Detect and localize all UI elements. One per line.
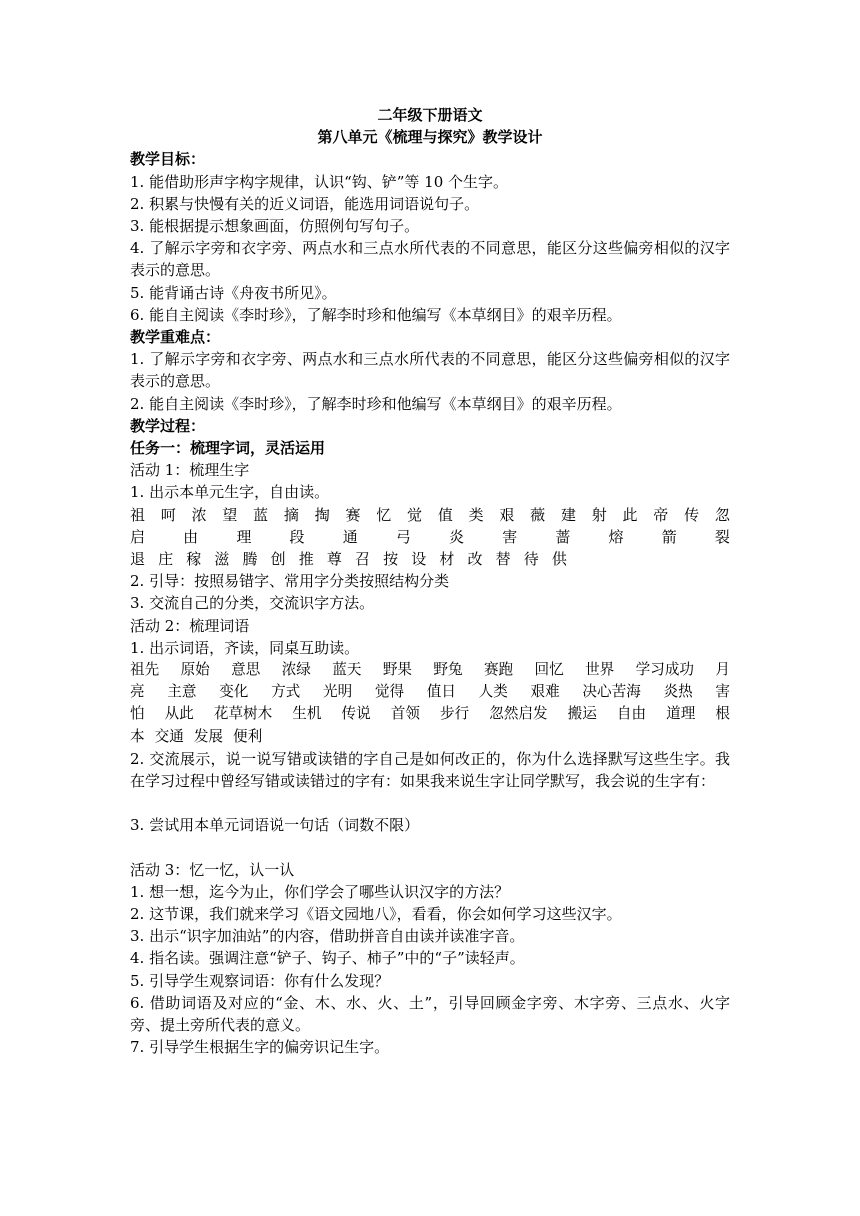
key-point-item: 2. 能自主阅读《李时珍》，了解李时珍和他编写《本草纲目》的艰辛历程。 [130,394,622,413]
word-item: 艰难 [530,683,560,701]
word-item: 方式 [271,683,301,701]
char-item: 赛 [345,505,361,524]
word-item: 传说 [341,705,371,723]
goal-item: 6. 能自主阅读《李时珍》，了解李时珍和他编写《本草纲目》的艰辛历程。 [130,305,622,324]
key-points-heading: 教学重难点： [130,328,221,347]
char-item: 创 [270,550,286,569]
char-item: 艰 [499,505,515,524]
word-row [130,703,730,725]
word-item: 发展 [193,727,224,745]
char-item: 炎 [449,527,465,546]
word-item: 世界 [585,661,615,679]
activity3-step: 3. 出示“识字加油站”的内容，借助拼音自由读并读准字音。 [130,927,525,946]
word-item: 亮 [130,683,145,701]
word-item: 月 [715,661,730,679]
char-item: 祖 [130,505,146,524]
char-item: 建 [560,505,576,524]
char-item: 帝 [653,505,669,524]
activity3-step: 6. 借助词语及对应的“金、木、水、火、土”，引导回顾金字旁、木字旁、三点水、火字旁、提土旁所代表的意义。 [130,993,730,1034]
task1-heading: 任务一：梳理字词，灵活运用 [130,439,326,458]
word-item: 忽然启发 [489,705,548,723]
char-item: 望 [222,505,238,524]
char-item: 蓝 [253,505,269,524]
word-item: 炎热 [663,683,693,701]
goal-item: 4. 了解示字旁和衣字旁、两点水和三点水所代表的不同意思，能区分这些偏旁相似的汉字表示的意思。 [130,239,730,280]
key-point-item: 1. 了解示字旁和衣字旁、两点水和三点水所代表的不同意思，能区分这些偏旁相似的汉字表示的意思。 [130,350,730,391]
word-item: 便利 [233,727,263,745]
char-item: 退 [130,550,146,569]
activity1-step: 1. 出示本单元生字，自由读。 [130,483,330,502]
word-item: 学习成功 [635,661,695,679]
word-item: 根 [715,705,730,723]
char-item: 传 [684,505,700,524]
word-item: 搬运 [567,705,597,723]
goal-item: 2. 积累与快慢有关的近义词语，能选用词语说句子。 [130,194,480,213]
word-item: 自由 [616,705,647,723]
activity1-step: 2. 引导：按照易错字、常用字分类按照结构分类 [130,572,450,591]
activity2-step: 1. 出示词语，齐读，同桌互助读。 [130,638,360,657]
activity2-step: 2. 交流展示，说一说写错或读错的字自己是如何改正的，你为什么选择默写这些生字。我在学习过程中曾经写错或读错过的字有：如果我来说生字让同学默写，我会说的生字有： [130,749,730,791]
word-item: 野果 [382,661,413,679]
word-item: 害 [715,683,730,701]
char-item: 薇 [530,505,546,524]
word-item: 花草树木 [213,705,273,723]
activity3-step: 2. 这节课，我们就来学习《语文园地八》，看看，你会如何学习这些汉字。 [130,904,622,923]
char-item: 待 [523,550,539,569]
goal-item: 3. 能根据提示想象画面，仿照例句写句子。 [130,217,420,236]
word-item: 祖先 [130,661,160,679]
char-item: 弓 [395,527,411,546]
char-item: 箭 [661,527,677,546]
word-item: 决心苦海 [582,683,641,701]
char-row [130,504,730,526]
char-item: 蔷 [555,527,571,546]
activity1-step: 3. 交流自己的分类，交流识字方法。 [130,594,375,613]
char-item: 忽 [714,505,730,524]
char-item: 此 [622,505,638,524]
char-item: 稼 [186,550,202,569]
word-item: 本 [130,727,145,745]
word-item: 觉得 [374,683,405,701]
word-item: 人类 [478,683,508,701]
activity1-heading: 活动 1：梳理生字 [130,461,250,480]
goal-item: 5. 能背诵古诗《舟夜书所见》。 [130,283,337,302]
char-item: 摘 [283,505,299,524]
char-item: 掏 [314,505,330,524]
goal-item: 1. 能借助形声字构字规律，认识“钩、铲”等 10 个生字。 [130,172,509,191]
char-item: 类 [468,505,484,524]
word-item: 赛跑 [483,661,514,679]
word-row [130,681,730,703]
document-title-line1: 二年级下册语文 [377,106,483,124]
char-item: 供 [551,550,567,569]
activity3-step: 7. 引导学生根据生字的偏旁识记生字。 [130,1038,390,1057]
char-item: 推 [298,550,314,569]
document-page [130,104,730,1058]
char-item: 浓 [191,505,207,524]
word-row [130,726,730,748]
char-item: 设 [411,550,427,569]
word-item: 交通 [154,727,184,745]
word-item: 意思 [231,661,261,679]
word-item: 值日 [426,683,456,701]
word-item: 回忆 [534,661,564,679]
char-item: 召 [355,550,371,569]
word-row [130,659,730,681]
word-item: 主意 [167,683,197,701]
char-item: 由 [183,527,199,546]
process-heading: 教学过程： [130,416,206,435]
word-item: 原始 [180,661,210,679]
activity3-step: 1. 想一想，迄今为止，你们学会了哪些认识汉字的方法？ [130,882,510,901]
word-item: 生机 [292,705,322,723]
word-item: 从此 [164,705,194,723]
word-item: 首领 [390,705,420,723]
char-item: 呵 [160,505,176,524]
char-item: 通 [342,527,358,546]
word-item: 光明 [322,683,353,701]
word-item: 变化 [219,683,249,701]
char-row [130,548,730,570]
activity3-step: 5. 引导学生观察词语：你有什么发现？ [130,971,390,990]
document-title-line2: 第八单元《梳理与探究》教学设计 [317,128,543,147]
char-item: 腾 [242,550,258,569]
char-row [130,526,730,548]
activity3-heading: 活动 3：忆一忆，认一认 [130,860,295,879]
char-item: 启 [130,527,146,546]
char-item: 熔 [608,527,624,546]
word-item: 道理 [666,705,696,723]
char-item: 射 [591,505,607,524]
word-item: 怕 [130,705,145,723]
char-item: 庄 [158,550,174,569]
char-item: 材 [439,550,455,569]
word-item: 步行 [440,705,470,723]
char-item: 裂 [714,527,730,546]
char-item: 觉 [407,505,423,524]
char-item: 理 [236,527,252,546]
activity3-step: 4. 指名读。强调注意“铲子、钩子、柿子”中的“子”读轻声。 [130,949,525,968]
char-item: 尊 [326,550,342,569]
char-item: 害 [502,527,518,546]
char-item: 改 [467,550,483,569]
char-item: 按 [383,550,399,569]
char-item: 值 [437,505,453,524]
activity2-step: 3. 尝试用本单元词语说一句话（词数不限） [130,816,420,835]
char-item: 段 [289,527,305,546]
activity2-heading: 活动 2：梳理词语 [130,616,250,635]
char-item: 滋 [214,550,230,569]
word-item: 蓝天 [332,661,362,679]
word-item: 野兔 [433,661,463,679]
goals-heading: 教学目标： [130,150,206,169]
char-item: 忆 [376,505,392,524]
char-item: 替 [495,550,511,569]
word-item: 浓绿 [281,661,311,679]
